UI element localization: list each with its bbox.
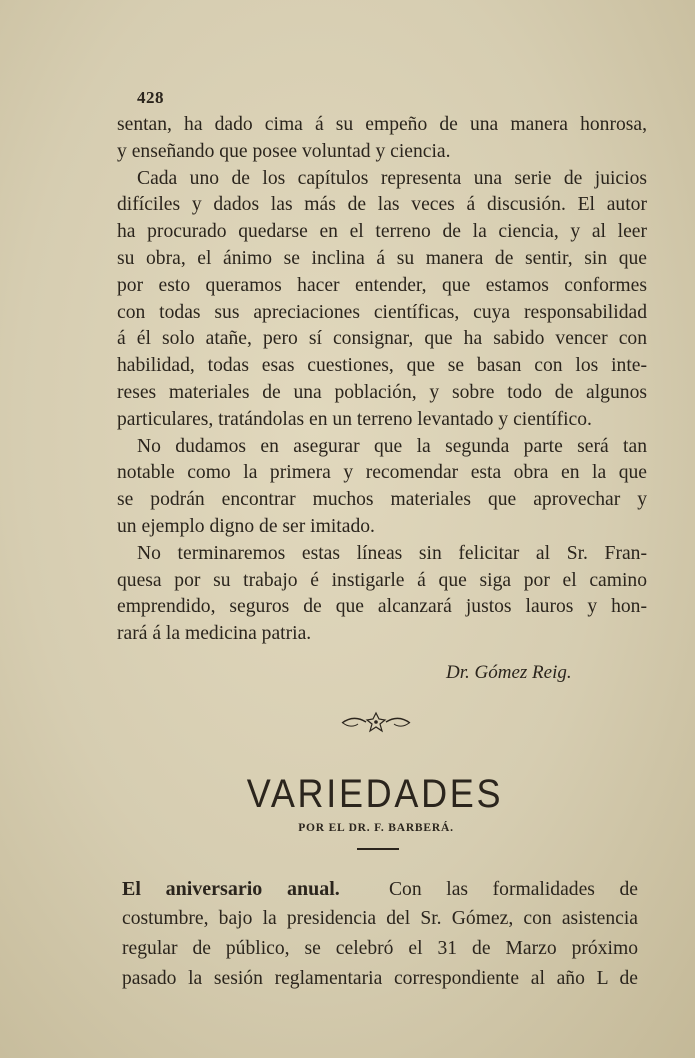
text-line: ha procurado quedarse en el terreno de la ciencia, y al leer (117, 221, 647, 243)
text-line: costumbre, bajo la presidencia del Sr. Gómez, con asistencia (122, 908, 638, 929)
section-lead: El aniversario anual. (122, 878, 340, 900)
article-conclusion (117, 112, 647, 648)
text-line: emprendido, seguros de que alcanzará justos lauros y hon- (117, 596, 647, 618)
text-line: su obra, el ánimo se inclina á su manera de sentir, sin que (117, 247, 647, 269)
text-line: No terminaremos estas líneas sin felicitar al Sr. Fran- (137, 542, 647, 564)
text-line: Cada uno de los capítulos representa una serie de juicios (137, 167, 647, 189)
text-line: habilidad, todas esas cuestiones, que se basan con los inte- (117, 355, 647, 377)
text-line: notable como la primera y recomendar esta obra en la que (117, 462, 647, 484)
text-line: se podrán encontrar muchos materiales que aprovechar y (117, 489, 647, 511)
page-number: 428 (137, 88, 164, 107)
text-line: por esto queramos hacer entender, que estamos conformes (117, 274, 647, 296)
text-line: sentan, ha dado cima á su empeño de una manera honrosa, (117, 114, 647, 135)
text-line: quesa por su trabajo é instigarle á que siga por el camino (117, 569, 647, 591)
section-byline: POR EL DR. F. BARBERÁ. (298, 822, 454, 834)
author-signature: Dr. Gómez Reig. (446, 662, 572, 683)
text-line: un ejemplo digno de ser imitado. (117, 515, 375, 537)
ornament-flourish-icon (340, 708, 412, 736)
title-divider (357, 848, 399, 850)
section-title: VARIEDADES (246, 772, 504, 816)
lead-line-rest: Con las formalidades de (388, 879, 639, 900)
text-line: rará á la medicina patria. (117, 623, 312, 645)
text-line (122, 874, 638, 904)
text-line: difíciles y dados las más de las veces á discusión. El autor (117, 194, 647, 216)
text-line: regular de público, se celebró el 31 de Marzo próximo (122, 938, 638, 959)
text-line: particulares, tratándolas en un terreno levantado y científico. (117, 408, 592, 430)
text-line: pasado la sesión reglamentaria correspondiente al año L de (122, 968, 638, 989)
text-line: con todas sus apreciaciones científicas, cuya responsabilidad (117, 301, 647, 323)
text-line: No dudamos en asegurar que la segunda parte será tan (137, 435, 647, 457)
text-line: reses materiales de una población, y sobre todo de algunos (117, 381, 647, 403)
section-body (122, 874, 638, 994)
text-line: y enseñando que posee voluntad y ciencia. (117, 140, 451, 162)
text-line: á él solo atañe, pero sí consignar, que ha sabido vencer con (117, 328, 647, 350)
